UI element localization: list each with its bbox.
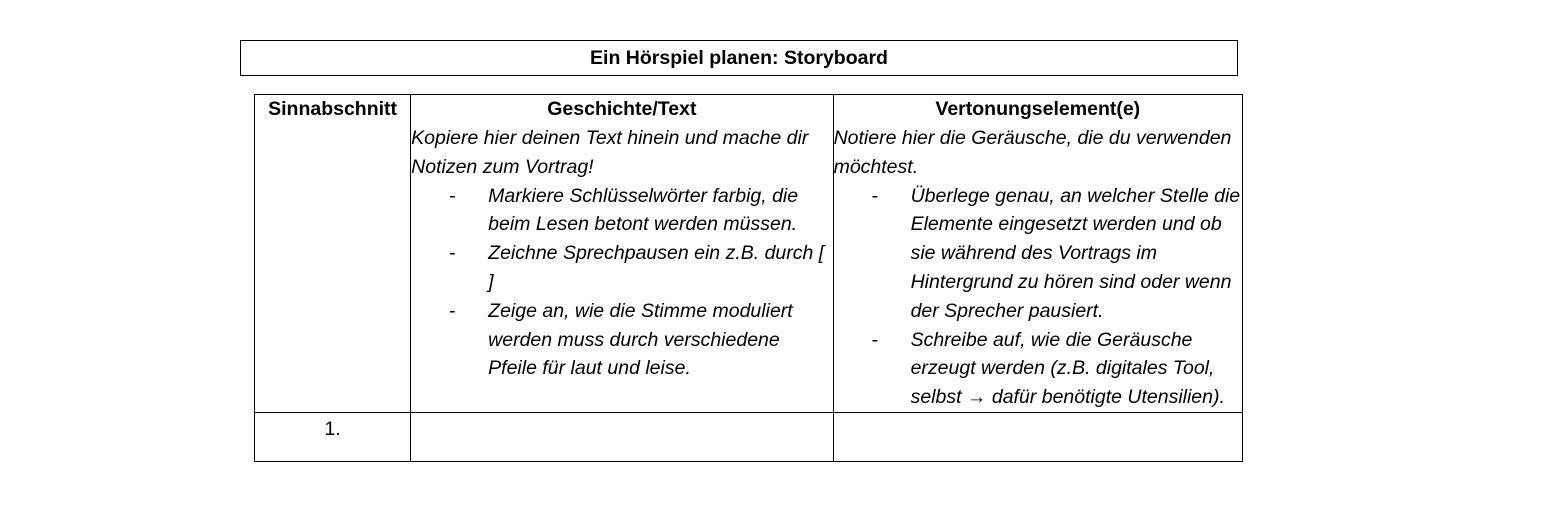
- table-row: [255, 412, 1243, 461]
- dash-bullet: -: [871, 328, 879, 351]
- text-column-bullets: [411, 182, 841, 384]
- dash-bullet: -: [449, 242, 456, 265]
- text-cell[interactable]: [411, 412, 833, 461]
- table-header-row: [255, 95, 1243, 413]
- list-item: [834, 326, 1242, 412]
- list-item: [834, 182, 1242, 326]
- header-sounds-label: Vertonungselement(e): [935, 98, 1141, 120]
- list-item: [411, 239, 841, 297]
- sound-column-intro: Notiere hier die Geräusche, die du verwenden möchtest.: [833, 127, 1232, 178]
- list-item-text: Markiere Schlüsselwörter farbig, die beim Lesen betont werden müssen.: [488, 184, 799, 236]
- header-cell-section: [255, 95, 411, 413]
- text-column-intro: Kopiere hier deinen Text hinein und mache dir Notizen zum Vortrag!: [411, 127, 809, 178]
- storyboard-table: [254, 94, 1243, 462]
- dash-bullet: -: [449, 184, 456, 207]
- section-number-cell: [255, 412, 411, 461]
- list-item: [411, 297, 832, 383]
- section-number: 1.: [324, 417, 341, 440]
- list-item-text: Zeichne Sprechpausen ein z.B. durch [ ]: [488, 242, 841, 293]
- list-item-text: Schreibe auf, wie die Geräusche erzeugt werden (z.B. digitales Tool, selbst → dafür benötigte Utensilien).: [910, 328, 1225, 409]
- list-item-text: Zeige an, wie die Stimme moduliert werden muss durch verschiedene Pfeile für laut und leise.: [488, 299, 793, 380]
- document-title-text: Ein Hörspiel planen: Storyboard: [590, 46, 888, 69]
- list-item-text: Überlege genau, an welcher Stelle die Elemente eingesetzt werden und ob sie während des Vortrags im Hintergrund zu hören sind oder wenn der Sprecher pausiert.: [910, 184, 1241, 322]
- dash-bullet: -: [871, 184, 879, 207]
- header-cell-text: [411, 95, 841, 413]
- dash-bullet: -: [449, 299, 456, 322]
- list-item: [411, 182, 832, 240]
- header-section-label: Sinnabschnitt: [268, 98, 398, 120]
- header-text-label: Geschichte/Text: [547, 98, 697, 120]
- sound-column-bullets: [834, 182, 1242, 412]
- sound-cell[interactable]: [833, 412, 1242, 461]
- document-title: [240, 40, 1238, 76]
- header-cell-sounds: [833, 95, 1242, 413]
